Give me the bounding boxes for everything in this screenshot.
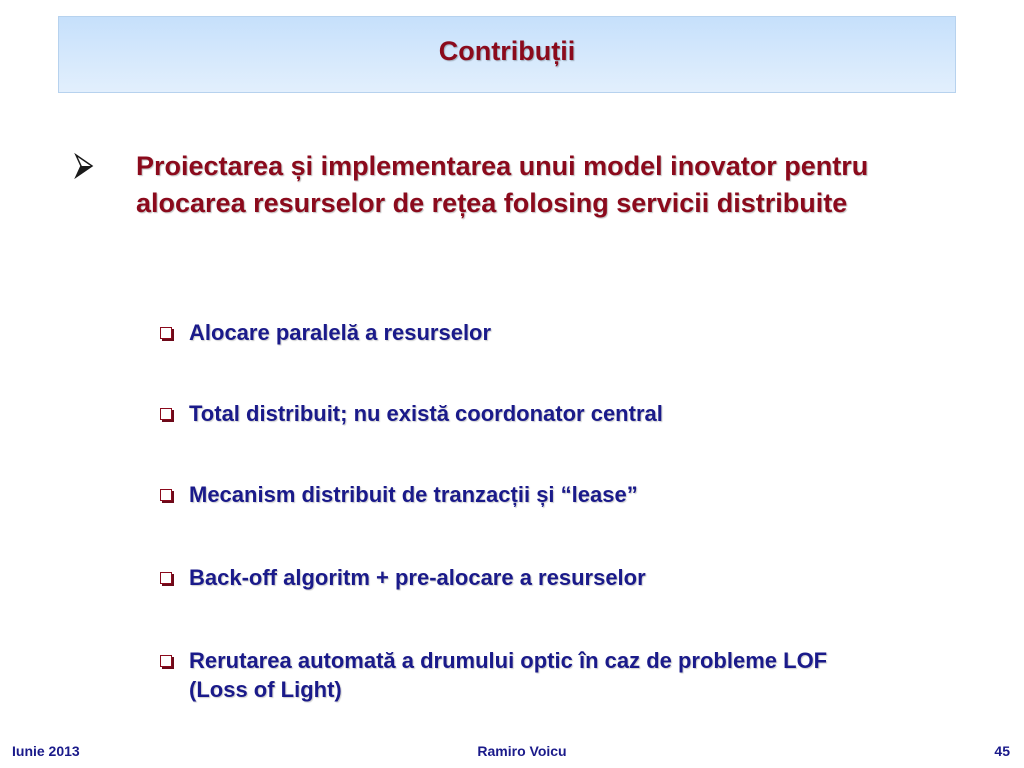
checkbox-bullet-icon [160, 572, 172, 584]
checkbox-bullet-icon [160, 655, 172, 667]
sub-bullet-text: Total distribuit; nu există coordonator central [189, 401, 663, 426]
checkbox-bullet-icon [160, 327, 172, 339]
footer-date: Iunie 2013 [12, 743, 80, 759]
page-number: 45 [994, 743, 1010, 759]
sub-bullet-text: Back-off algoritm + pre-alocare a resurselor [189, 565, 646, 590]
sub-bullet-text: Rerutarea automată a drumului optic în caz de probleme LOF (Loss of Light) [189, 648, 828, 702]
checkbox-bullet-icon [160, 489, 172, 501]
slide-title: Contribuții [438, 36, 576, 66]
main-bullet-text: Proiectarea și implementarea unui model inovator pentru alocarea resurselor de rețea folosing servicii distribuite [136, 151, 869, 218]
title-band [58, 16, 956, 93]
sub-bullet-text: Alocare paralelă a resurselor [189, 320, 492, 345]
sub-bullet-text: Mecanism distribuit de tranzacții și “lease” [189, 482, 638, 507]
arrowhead-bullet-icon [74, 152, 94, 180]
checkbox-bullet-icon [160, 408, 172, 420]
footer-author: Ramiro Voicu [477, 743, 567, 759]
